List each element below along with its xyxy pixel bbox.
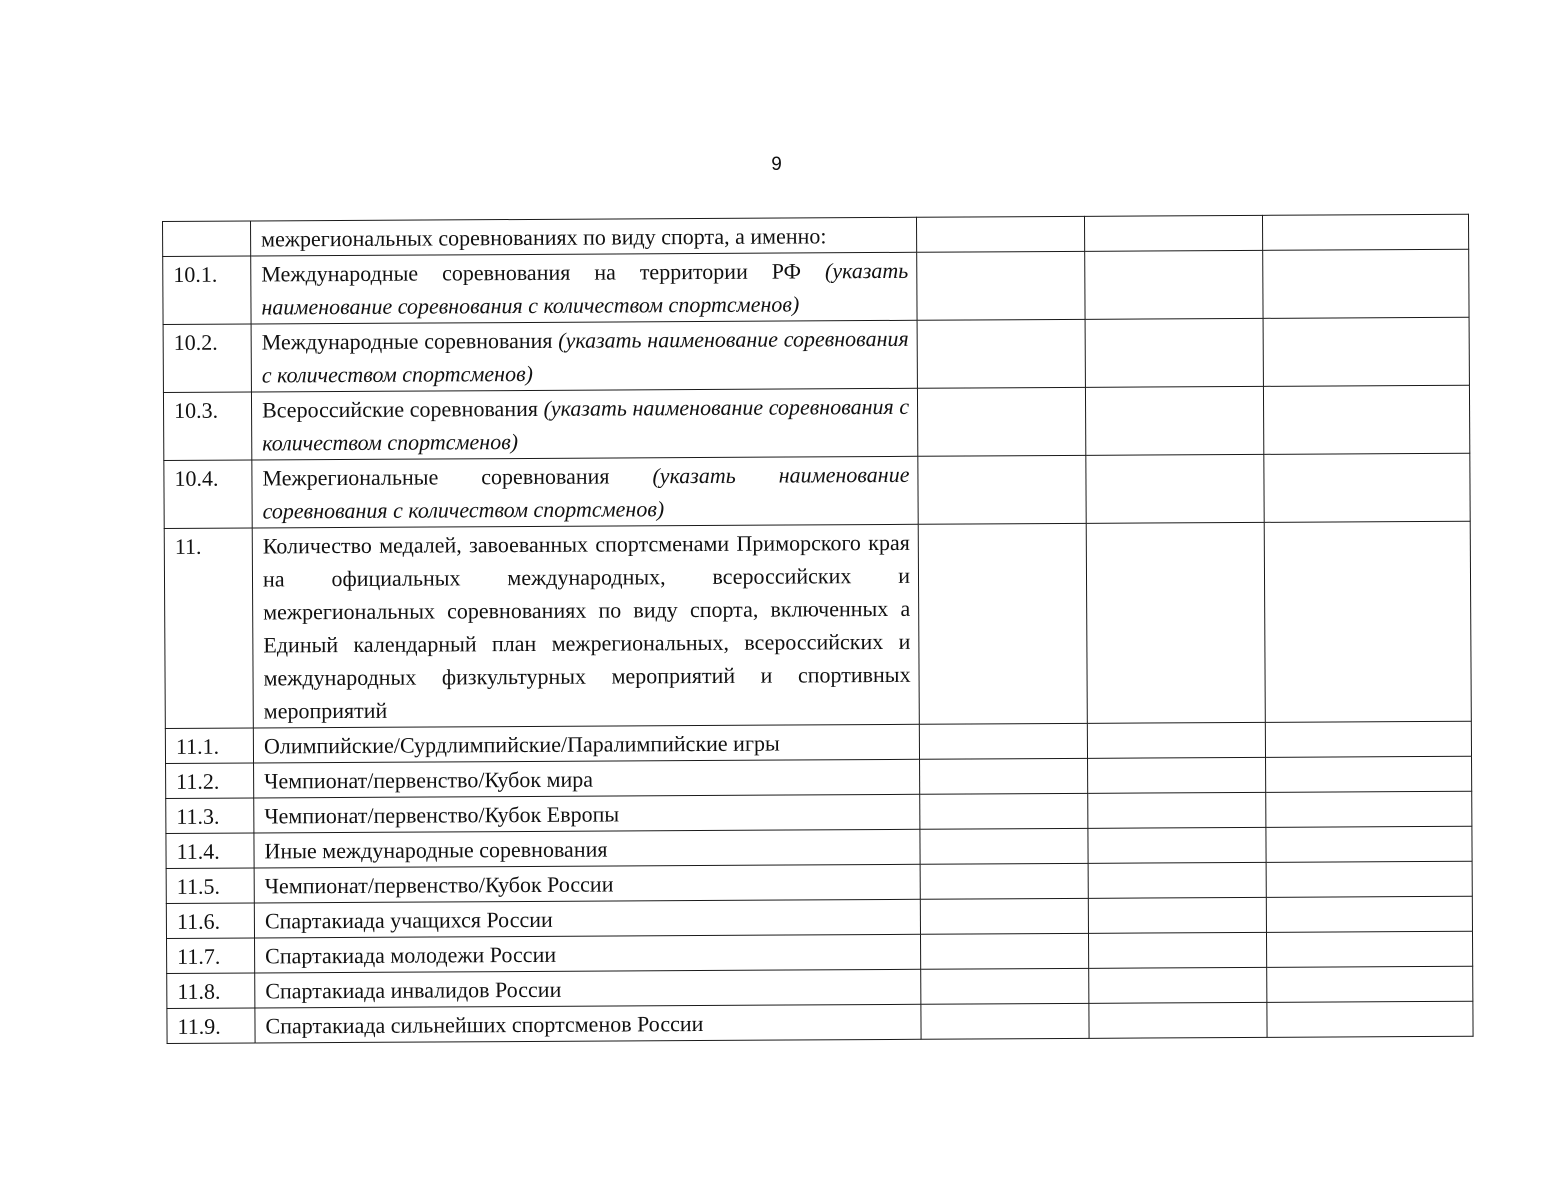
row-number-cell: 10.1. xyxy=(163,256,251,324)
row-value-cell-1[interactable] xyxy=(916,216,1084,252)
row-number-cell: 11.9. xyxy=(167,1008,255,1043)
row-value-cell-1[interactable] xyxy=(920,863,1088,899)
row-value-cell-1[interactable] xyxy=(917,319,1085,388)
row-description-cell xyxy=(251,217,917,256)
row-hint-text: (указать наименование соревнования с количеством спортсменов) xyxy=(262,461,910,524)
row-value-cell-1[interactable] xyxy=(917,251,1085,320)
row-number-cell: 11.8. xyxy=(167,973,255,1008)
row-description-cell xyxy=(252,456,918,528)
table-row xyxy=(163,385,1469,460)
row-value-cell-2[interactable] xyxy=(1086,522,1265,723)
row-value-cell-3[interactable] xyxy=(1266,756,1472,792)
row-value-cell-1[interactable] xyxy=(921,1003,1089,1039)
row-description-text: Международные соревнования xyxy=(261,327,559,355)
row-description-cell xyxy=(254,864,920,903)
table-row xyxy=(164,453,1470,528)
row-value-cell-2[interactable] xyxy=(1089,967,1267,1003)
row-description-text: межрегиональных соревнованиях по виду спорта, а именно: xyxy=(261,223,827,252)
row-value-cell-3[interactable] xyxy=(1263,317,1469,386)
row-value-cell-2[interactable] xyxy=(1088,897,1266,933)
row-description-text: Международные соревнования на территории РФ xyxy=(261,258,826,287)
row-value-cell-3[interactable] xyxy=(1267,1001,1473,1037)
row-value-cell-3[interactable] xyxy=(1266,896,1472,932)
table-row xyxy=(163,317,1469,392)
row-value-cell-3[interactable] xyxy=(1267,966,1473,1002)
row-description-text: Количество медалей, завоеванных спортсменами Приморского края на официальных международных, всероссийских и межрегиональных соревнованиях по виду спорта, включенных а Единый календарный план межрегиональных, всероссийских и международных физкультурных мероприятий и спортивных мероприятий xyxy=(262,529,911,724)
row-number-cell: 10.4. xyxy=(164,460,252,528)
table-row xyxy=(163,249,1469,324)
row-value-cell-2[interactable] xyxy=(1088,792,1266,828)
row-hint-text: (указать наименование соревнования с количеством спортсменов) xyxy=(262,393,910,456)
row-number-cell xyxy=(163,221,251,256)
row-description-text: Спартакиада учащихся России xyxy=(264,906,553,934)
row-description-cell xyxy=(254,899,920,938)
row-hint-text: (указать наименование соревнования с количеством спортсменов) xyxy=(261,325,909,388)
row-value-cell-3[interactable] xyxy=(1263,385,1469,454)
row-value-cell-2[interactable] xyxy=(1088,862,1266,898)
row-description-cell xyxy=(251,388,917,460)
row-description-text: Спартакиада инвалидов России xyxy=(265,976,562,1004)
row-value-cell-3[interactable] xyxy=(1264,521,1471,722)
row-description-text: Чемпионат/первенство/Кубок мира xyxy=(264,766,594,794)
row-value-cell-3[interactable] xyxy=(1265,721,1471,757)
row-number-cell: 11. xyxy=(164,528,253,728)
row-description-cell xyxy=(255,969,921,1008)
row-number-cell: 11.5. xyxy=(166,868,254,903)
row-description-cell xyxy=(251,320,917,392)
row-description-cell xyxy=(255,934,921,973)
row-value-cell-2[interactable] xyxy=(1088,757,1266,793)
row-value-cell-2[interactable] xyxy=(1088,932,1266,968)
row-number-cell: 10.3. xyxy=(163,392,251,460)
row-number-cell: 11.1. xyxy=(165,728,253,763)
row-number-cell: 11.3. xyxy=(166,798,254,833)
row-description-text: Спартакиада сильнейших спортсменов России xyxy=(265,1010,704,1039)
row-value-cell-2[interactable] xyxy=(1085,386,1263,455)
row-value-cell-1[interactable] xyxy=(921,968,1089,1004)
row-description-cell xyxy=(255,1004,921,1043)
row-number-cell: 11.6. xyxy=(166,903,254,938)
row-number-cell: 11.7. xyxy=(167,938,255,973)
row-value-cell-2[interactable] xyxy=(1085,250,1263,319)
row-value-cell-1[interactable] xyxy=(920,758,1088,794)
row-description-text: Межрегиональные соревнования xyxy=(262,463,653,491)
row-value-cell-1[interactable] xyxy=(918,455,1086,524)
row-value-cell-1[interactable] xyxy=(920,898,1088,934)
row-number-cell: 10.2. xyxy=(163,324,251,392)
row-description-cell xyxy=(252,524,919,728)
row-hint-text: (указать наименование соревнования с количеством спортсменов) xyxy=(261,257,909,320)
row-value-cell-3[interactable] xyxy=(1262,214,1468,250)
row-value-cell-2[interactable] xyxy=(1088,827,1266,863)
table-row xyxy=(167,1001,1473,1043)
row-value-cell-3[interactable] xyxy=(1263,249,1469,318)
row-value-cell-1[interactable] xyxy=(917,387,1085,456)
row-description-cell xyxy=(254,829,920,868)
row-description-text: Олимпийские/Сурдлимпийские/Паралимпийские игры xyxy=(263,730,780,759)
row-description-text: Иные международные соревнования xyxy=(264,836,608,864)
row-value-cell-1[interactable] xyxy=(919,723,1087,759)
row-description-cell xyxy=(253,724,919,763)
row-value-cell-2[interactable] xyxy=(1084,215,1262,251)
row-value-cell-2[interactable] xyxy=(1089,1002,1267,1038)
row-value-cell-3[interactable] xyxy=(1266,826,1472,862)
row-description-text: Чемпионат/первенство/Кубок Европы xyxy=(264,801,620,829)
row-value-cell-2[interactable] xyxy=(1086,454,1264,523)
row-value-cell-1[interactable] xyxy=(920,793,1088,829)
row-description-text: Всероссийские соревнования xyxy=(261,395,544,423)
page-number: 9 xyxy=(771,154,782,175)
table-body xyxy=(163,214,1474,1043)
row-value-cell-3[interactable] xyxy=(1266,931,1472,967)
row-value-cell-1[interactable] xyxy=(920,828,1088,864)
row-description-text: Спартакиада молодежи России xyxy=(265,941,557,969)
row-number-cell: 11.2. xyxy=(166,763,254,798)
row-value-cell-3[interactable] xyxy=(1266,791,1472,827)
row-number-cell: 11.4. xyxy=(166,833,254,868)
row-value-cell-1[interactable] xyxy=(920,933,1088,969)
row-description-cell xyxy=(251,252,917,324)
row-value-cell-2[interactable] xyxy=(1087,722,1265,758)
row-description-cell xyxy=(254,794,920,833)
table-row xyxy=(164,521,1471,728)
row-description-cell xyxy=(254,759,920,798)
form-table xyxy=(162,214,1474,1044)
row-value-cell-2[interactable] xyxy=(1085,318,1263,387)
row-value-cell-3[interactable] xyxy=(1264,453,1470,522)
row-value-cell-1[interactable] xyxy=(918,523,1087,724)
row-value-cell-3[interactable] xyxy=(1266,861,1472,897)
row-description-text: Чемпионат/первенство/Кубок России xyxy=(264,871,614,899)
